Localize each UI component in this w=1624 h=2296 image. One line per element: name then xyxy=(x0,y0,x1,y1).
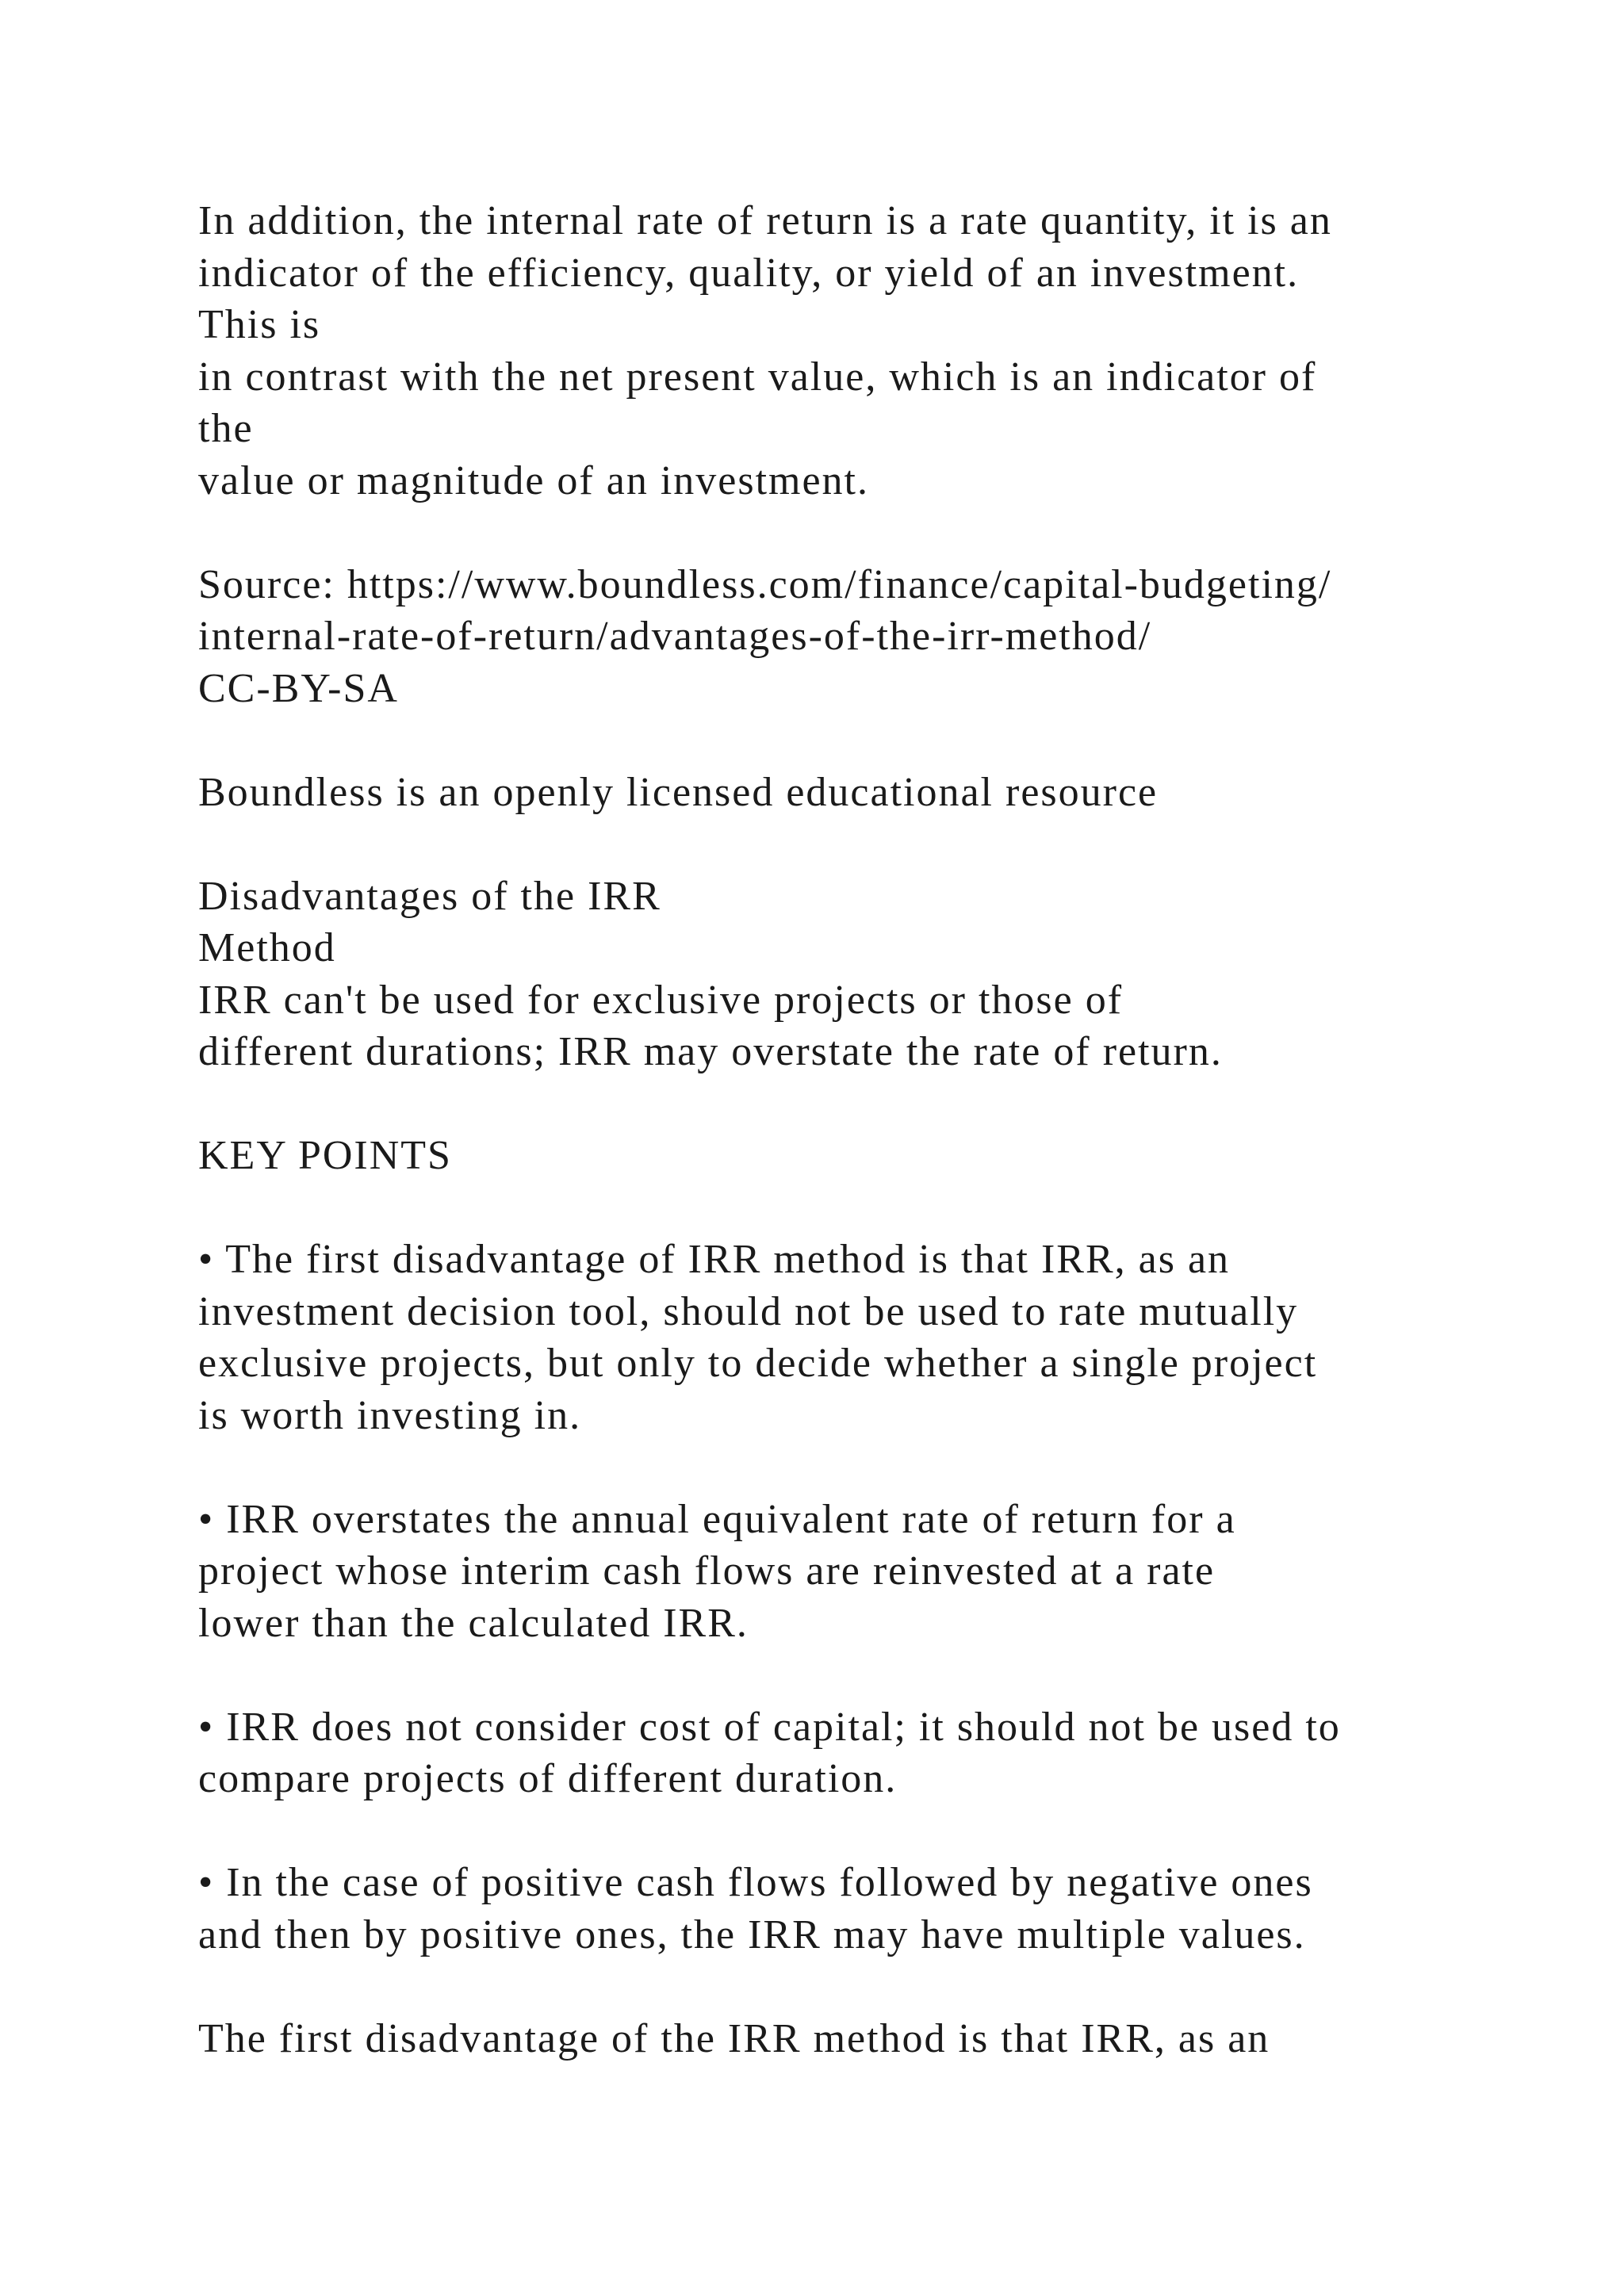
section-disadvantages xyxy=(198,871,1594,1078)
text-line: lower than the calculated IRR. xyxy=(198,1600,749,1646)
key-point-item xyxy=(198,1701,1594,1805)
text-line: in contrast with the net present value, which is an indicator of xyxy=(198,354,1317,400)
key-points-heading xyxy=(198,1130,1594,1182)
key-points-label: KEY POINTS xyxy=(198,1133,452,1178)
text-line: • IRR overstates the annual equivalent rate of return for a xyxy=(198,1496,1236,1542)
paragraph-gap xyxy=(198,507,1594,559)
text-line: Boundless is an openly licensed educational resource xyxy=(198,769,1159,815)
section-summary: different durations; IRR may overstate the rate of return. xyxy=(198,1029,1223,1074)
section-heading: Disadvantages of the IRR xyxy=(198,873,661,919)
text-line: the xyxy=(198,406,254,451)
source-line: internal-rate-of-return/advantages-of-the-irr-method/ xyxy=(198,614,1152,659)
license-line: CC-BY-SA xyxy=(198,665,399,711)
text-line: indicator of the efficiency, quality, or yield of an investment. xyxy=(198,250,1300,296)
paragraph-gap xyxy=(198,1961,1594,2013)
text-line: In addition, the internal rate of return is a rate quantity, it is an xyxy=(198,198,1332,243)
paragraph-gap xyxy=(198,818,1594,871)
paragraph-boundless-note xyxy=(198,767,1594,819)
section-summary: IRR can't be used for exclusive projects or those of xyxy=(198,977,1124,1023)
source-line: Source: https://www.boundless.com/finance/capital-budgeting/ xyxy=(198,561,1332,607)
text-line: • In the case of positive cash flows followed by negative ones xyxy=(198,1860,1313,1905)
text-line: This is xyxy=(198,302,321,347)
section-heading: Method xyxy=(198,925,336,970)
key-point-item xyxy=(198,1494,1594,1650)
text-line: The first disadvantage of the IRR method is that IRR, as an xyxy=(198,2015,1270,2061)
text-line: value or magnitude of an investment. xyxy=(198,457,870,503)
key-point-item xyxy=(198,1857,1594,1961)
text-line: is worth investing in. xyxy=(198,1392,582,1438)
paragraph-gap xyxy=(198,1441,1594,1494)
document-body xyxy=(198,195,1594,2064)
paragraph-gap xyxy=(198,1649,1594,1701)
key-point-item xyxy=(198,1234,1594,1441)
text-line: project whose interim cash flows are reinvested at a rate xyxy=(198,1548,1216,1594)
paragraph-gap xyxy=(198,1078,1594,1131)
paragraph-closing xyxy=(198,2013,1594,2065)
paragraph-irr-rate-quantity xyxy=(198,195,1594,507)
paragraph-gap xyxy=(198,1182,1594,1234)
text-line: and then by positive ones, the IRR may have multiple values. xyxy=(198,1911,1306,1957)
paragraph-gap xyxy=(198,1805,1594,1858)
paragraph-source xyxy=(198,559,1594,715)
paragraph-gap xyxy=(198,714,1594,767)
text-line: exclusive projects, but only to decide whether a single project xyxy=(198,1341,1318,1386)
text-line: • IRR does not consider cost of capital; it should not be used to xyxy=(198,1704,1341,1750)
text-line: investment decision tool, should not be used to rate mutually xyxy=(198,1288,1299,1334)
text-line: compare projects of different duration. xyxy=(198,1756,898,1801)
text-line: • The first disadvantage of IRR method is that IRR, as an xyxy=(198,1237,1231,1282)
